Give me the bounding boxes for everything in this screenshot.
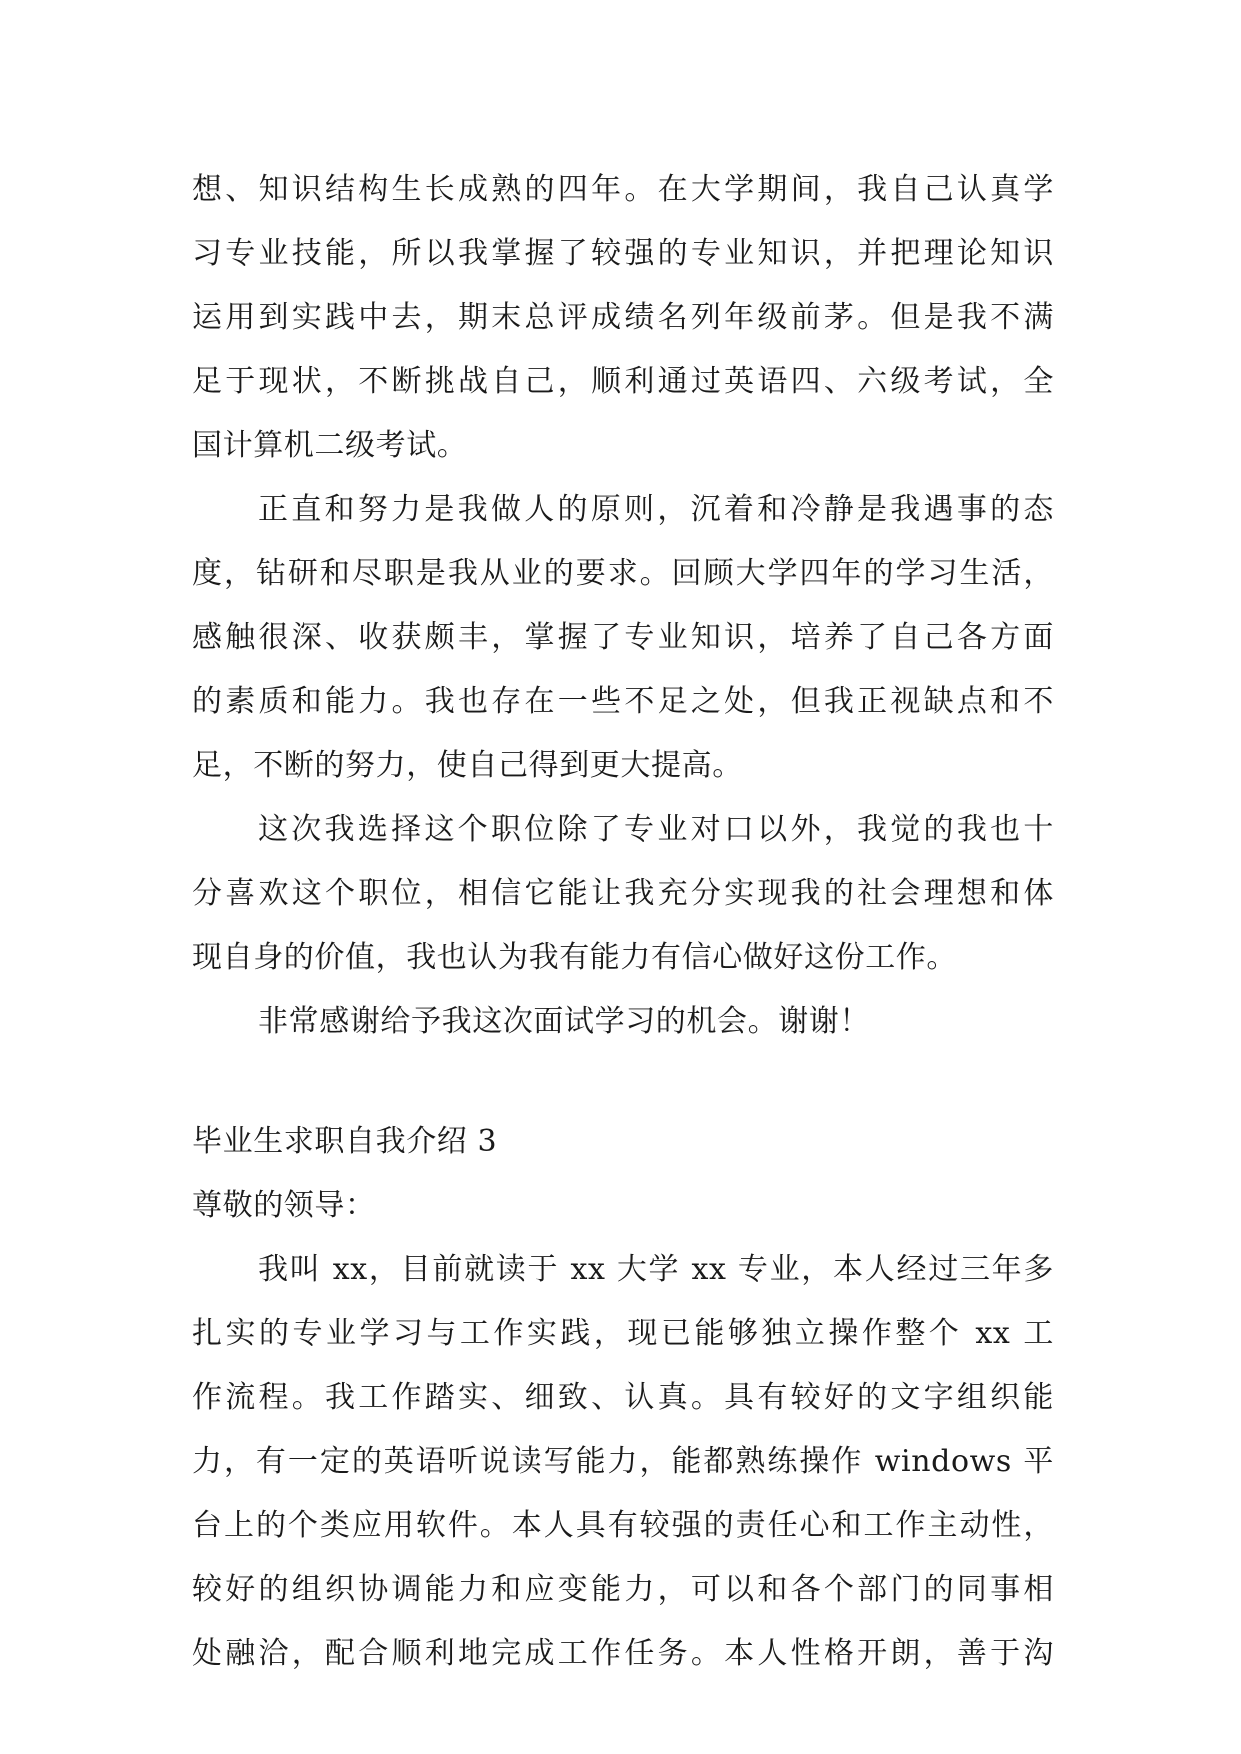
paragraph-line: 足于现状，不断挑战自己，顺利通过英语四、六级考试，全	[192, 364, 1054, 399]
document-page	[192, 158, 1054, 1686]
paragraph-line: 扎实的专业学习与工作实践，现已能够独立操作整个 xx 工	[192, 1316, 1054, 1351]
paragraph-line: 台上的个类应用软件。本人具有较强的责任心和工作主动性，	[192, 1508, 1054, 1543]
paragraph-2	[192, 478, 1054, 798]
paragraph-4	[192, 990, 1054, 1054]
paragraph-3	[192, 798, 1054, 990]
paragraph-line: 的素质和能力。我也存在一些不足之处，但我正视缺点和不	[192, 684, 1054, 719]
paragraph-line: 分喜欢这个职位，相信它能让我充分实现我的社会理想和体	[192, 876, 1054, 911]
paragraph-line: 我叫 xx，目前就读于 xx 大学 xx 专业，本人经过三年多	[258, 1252, 1054, 1287]
section-title: 毕业生求职自我介绍 3	[192, 1124, 498, 1159]
salutation: 尊敬的领导：	[192, 1188, 376, 1223]
paragraph-line: 感触很深、收获颇丰，掌握了专业知识，培养了自己各方面	[192, 620, 1054, 655]
section-spacer	[192, 1054, 1054, 1110]
paragraph-line: 国计算机二级考试。	[192, 428, 468, 463]
paragraph-line: 力，有一定的英语听说读写能力，能都熟练操作 windows 平	[192, 1444, 1054, 1479]
paragraph-line: 这次我选择这个职位除了专业对口以外，我觉的我也十	[258, 812, 1054, 847]
paragraph-line: 较好的组织协调能力和应变能力，可以和各个部门的同事相	[192, 1572, 1054, 1607]
paragraph-line: 足，不断的努力，使自己得到更大提高。	[192, 748, 743, 783]
intro-paragraph	[192, 1238, 1054, 1686]
paragraph-line: 非常感谢给予我这次面试学习的机会。谢谢！	[258, 1004, 870, 1039]
paragraph-1	[192, 158, 1054, 478]
paragraph-line: 作流程。我工作踏实、细致、认真。具有较好的文字组织能	[192, 1380, 1054, 1415]
paragraph-line: 正直和努力是我做人的原则，沉着和冷静是我遇事的态	[258, 492, 1054, 527]
paragraph-line: 度，钻研和尽职是我从业的要求。回顾大学四年的学习生活，	[192, 556, 1054, 591]
paragraph-line: 运用到实践中去，期末总评成绩名列年级前茅。但是我不满	[192, 300, 1054, 335]
paragraph-line: 习专业技能，所以我掌握了较强的专业知识，并把理论知识	[192, 236, 1054, 271]
paragraph-line: 想、知识结构生长成熟的四年。在大学期间，我自己认真学	[192, 172, 1054, 207]
paragraph-line: 处融洽，配合顺利地完成工作任务。本人性格开朗，善于沟	[192, 1636, 1054, 1671]
paragraph-line: 现自身的价值，我也认为我有能力有信心做好这份工作。	[192, 940, 957, 975]
